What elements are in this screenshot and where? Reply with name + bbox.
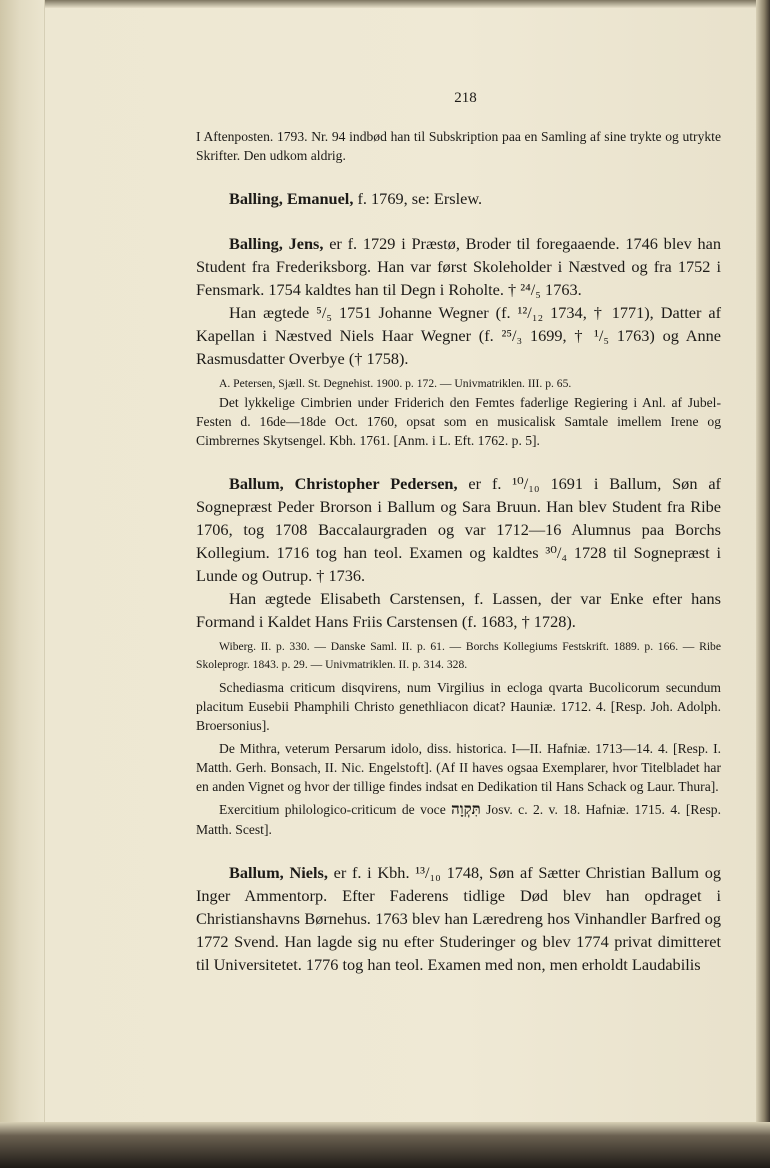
entry-text: f. 1769, se: Erslew. xyxy=(353,189,483,208)
entry-text: er f. ¹⁰/₁₀ 1691 i Ballum, Søn af Sognepræst Peder Brorson i Ballum og Sara Bruun. Han blev Student fra Ribe 1706, tog 1708 Baccalaurgraden og var 1712—16 Alumnus paa Borchs Kollegium. 1716 tog han teol. Examen og kaldtes ³⁰/₄ 1728 til Sognepræst i Lunde og Outrup. † 1736. xyxy=(196,474,721,585)
entry-work: De Mithra, veterum Persarum idolo, diss. historica. I—II. Hafniæ. 1713—14. 4. [Resp. I. Matth. Gerh. Bonsach, II. Nic. Engelstoft]. (Af II haves ogsaa Exemplarer, hvor Titelbladet har en anden Vignet og hvor der tillige findes indsat en Dedikation til Hans Schack og Laur. Thura]. xyxy=(196,741,721,794)
page-bottom-edge-shadow xyxy=(0,1122,770,1168)
entry-ballum-christopher xyxy=(196,472,721,587)
headword: Ballum, Niels, xyxy=(229,863,328,882)
entry-work: Schediasma criticum disqvirens, num Virgilius in ecloga qvarta Bucolicorum secundum placitum Eusebii Phamphili Christo genethliacon dicat? Hauniæ. 1712. 4. [Resp. Joh. Adolph. Broersonius]. xyxy=(196,680,721,733)
headword: Balling, Jens, xyxy=(229,234,324,253)
headword: Ballum, Christopher Pedersen, xyxy=(229,474,458,493)
headword: Balling, Emanuel, xyxy=(229,189,354,208)
entry-sources: A. Petersen, Sjæll. St. Degnehist. 1900. p. 172. — Univmatriklen. III. p. 65. xyxy=(219,377,572,390)
page-right-edge-shadow xyxy=(756,0,770,1168)
entry-text: er f. i Kbh. ¹³/₁₀ 1748, Søn af Sætter Christian Ballum og Inger Ammentorp. Efter Faderens tidlige Død blev han opdraget i Christianshavns Børnehus. 1763 blev han Læredreng hos Vinhandler Barfred og 1772 Svend. Han lagde sig nu efter Studeringer og blev 1774 privat dimitteret til Universitetet. 1776 tog han teol. Examen med non, men erholdt Laudabilis xyxy=(196,863,721,974)
entry-works: Det lykkelige Cimbrien under Friderich den Femtes faderlige Regiering i Anl. af Jubel-Festen d. 16de—18de Oct. 1760, opsat som en musicalisk Samtale imellem Irene og Cimbrernes Skytsengel. Kbh. 1761. [Anm. i L. Eft. 1762. p. 5]. xyxy=(196,395,721,448)
page-text-block xyxy=(196,90,721,976)
work-title: Exercitium philologico-criticum de voce xyxy=(219,802,452,817)
intro-note: I Aftenposten. 1793. Nr. 94 indbød han til Subskription paa en Samling af sine trykte og utrykte Skrifter. Den udkom aldrig. xyxy=(196,129,721,163)
page-top-edge xyxy=(0,0,770,8)
entry-marriage: Han ægtede Elisabeth Carstensen, f. Lassen, der var Enke efter hans Formand i Kaldet Hans Friis Carstensen (f. 1683, † 1728). xyxy=(196,589,721,631)
page-left-margin-edge xyxy=(0,0,45,1168)
entry-balling-emanuel xyxy=(196,187,721,210)
page-number: 218 xyxy=(454,90,477,106)
work-details: Josv. c. 2. v. 18. Hafniæ. 1715. 4. [Resp. Matth. Scest]. xyxy=(196,802,721,837)
entry-marriage: Han ægtede ⁵/₅ 1751 Johanne Wegner (f. ¹²/₁₂ 1734, † 1771), Datter af Kapellan i Næstved Niels Haar Wegner (f. ²⁵/₃ 1699, † ¹/₅ 1763) og Anne Rasmusdatter Overbye († 1758). xyxy=(196,303,721,368)
entry-balling-jens xyxy=(196,232,721,301)
hebrew-word: תִּקְוָה xyxy=(451,802,481,818)
entry-text: er f. 1729 i Præstø, Broder til foregaaende. 1746 blev han Student fra Frederiksborg. Han var først Skoleholder i Næstved og fra 1752 i Fensmark. 1754 kaldtes han til Degn i Roholte. † ²⁴/₅ 1763. xyxy=(196,234,721,299)
entry-work xyxy=(196,800,721,839)
entry-sources: Wiberg. II. p. 330. — Danske Saml. II. p. 61. — Borchs Kollegiums Festskrift. 1889. p. 166. — Ribe Skoleprogr. 1843. p. 29. — Univmatriklen. II. p. 314. 328. xyxy=(196,640,721,671)
entry-ballum-niels xyxy=(196,861,721,976)
